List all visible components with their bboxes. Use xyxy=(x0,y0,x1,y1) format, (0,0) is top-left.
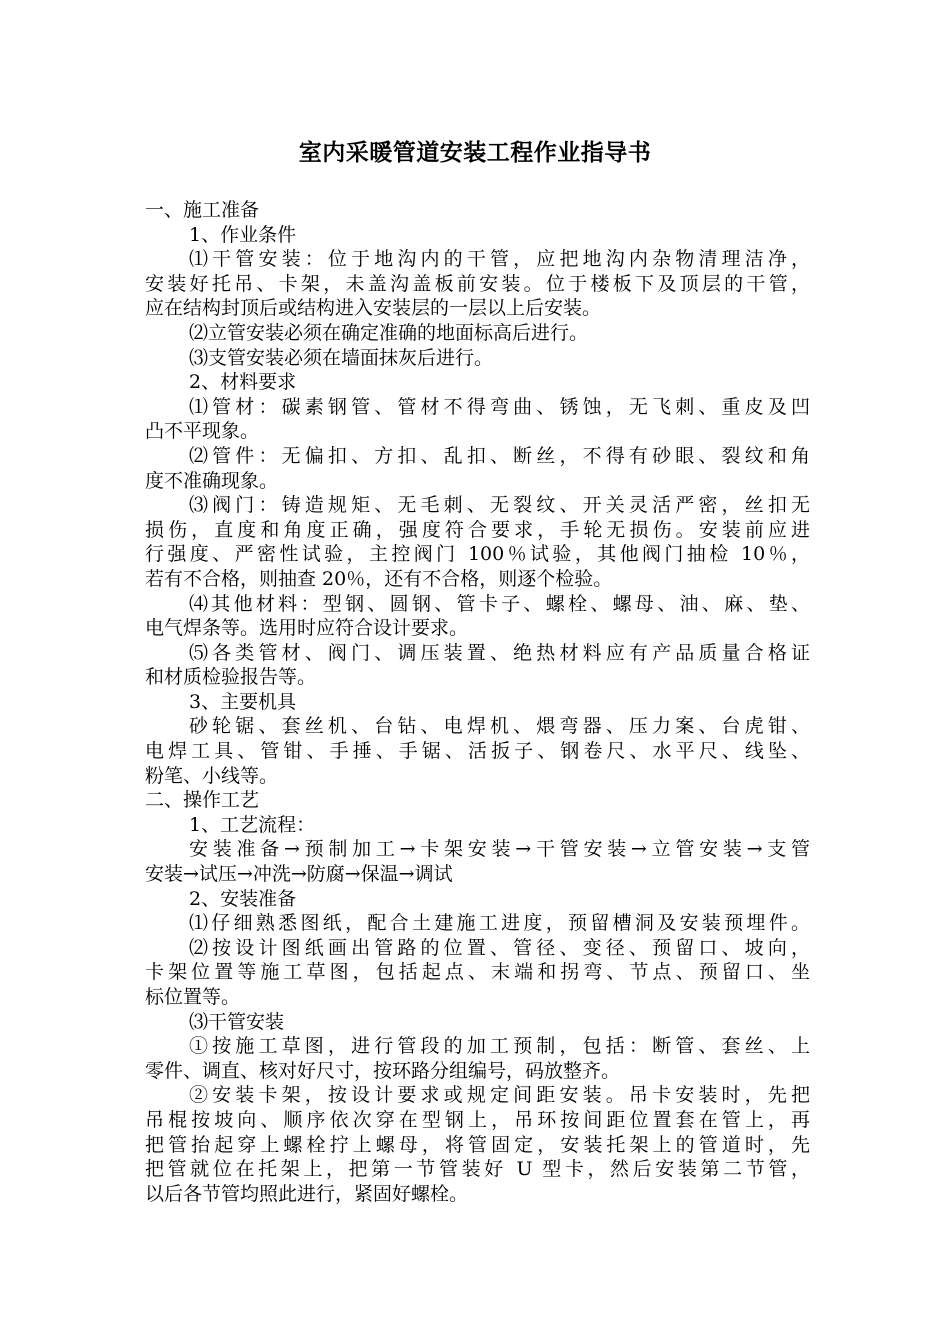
text-line: ⑷其他材料：型钢、圆钢、管卡子、螺栓、螺母、油、麻、垫、 xyxy=(189,592,810,615)
text-line: ⑵管件：无偏扣、方扣、乱扣、断丝，不得有砂眼、裂纹和角 xyxy=(189,444,810,467)
text-line: 1、工艺流程： xyxy=(189,813,316,836)
text-line: 标位置等。 xyxy=(145,986,241,1008)
text-line: 若有不合格，则抽查 20％，还有不合格，则逐个检验。 xyxy=(145,567,613,590)
document-body xyxy=(145,198,810,1206)
text-line: ①按施工草图，进行管段的加工预制，包括：断管、套丝、上 xyxy=(189,1035,810,1058)
text-line: ⑴仔细熟悉图纸，配合土建施工进度，预留槽洞及安装预埋件。 xyxy=(189,912,810,935)
text-line: ⑴管材：碳素钢管、管材不得弯曲、锈蚀，无飞刺、重皮及凹 xyxy=(189,395,810,418)
text-line: 电气焊条等。选用时应符合设计要求。 xyxy=(145,617,469,640)
text-line: 3、主要机具 xyxy=(189,690,297,713)
text-line: ⑸各类管材、阀门、调压装置、绝热材料应有产品质量合格证 xyxy=(189,641,810,664)
text-line: 安装→试压→冲洗→防腐→保温→调试 xyxy=(145,863,453,886)
text-line: 把管就位在托架上，把第一节管装好 U 型卡，然后安装第二节管， xyxy=(145,1158,810,1181)
text-line: 二、操作工艺 xyxy=(145,789,260,812)
text-line: 电焊工具、管钳、手捶、手锯、活扳子、钢卷尺、水平尺、线坠、 xyxy=(145,740,810,763)
text-line: 卡架位置等施工草图，包括起点、末端和拐弯、节点、预留口、坐 xyxy=(145,961,810,984)
text-line: 安装准备→预制加工→卡架安装→干管安装→立管安装→支管 xyxy=(189,838,810,861)
text-line: 行强度、严密性试验，主控阀门 100％试验，其他阀门抽检 10％， xyxy=(145,543,810,566)
text-line: ②安装卡架，按设计要求或规定间距安装。吊卡安装时，先把 xyxy=(189,1084,810,1107)
text-line: 损伤，直度和角度正确，强度符合要求，手轮无损伤。安装前应进 xyxy=(145,518,810,541)
text-line: 把管抬起穿上螺栓拧上螺母，将管固定，安装托架上的管道时，先 xyxy=(145,1133,810,1156)
text-line: ⑶支管安装必须在墙面抹灰后进行。 xyxy=(189,346,494,369)
text-line: ⑵按设计图纸画出管路的位置、管径、变径、预留口、坡向， xyxy=(189,936,810,959)
text-line: ⑴干管安装：位于地沟内的干管，应把地沟内杂物清理洁净， xyxy=(189,248,810,271)
text-line: 1、作业条件 xyxy=(189,223,297,246)
text-line: 以后各节管均照此进行，紧固好螺栓。 xyxy=(145,1182,469,1205)
text-line: 砂轮锯、套丝机、台钻、电焊机、煨弯器、压力案、台虎钳、 xyxy=(189,715,810,738)
text-line: ⑶干管安装 xyxy=(189,1010,285,1033)
text-line: 一、施工准备 xyxy=(145,199,260,221)
text-line: ⑵立管安装必须在确定准确的地面标高后进行。 xyxy=(189,321,589,344)
text-line: 安装好托吊、卡架，未盖沟盖板前安装。位于楼板下及顶层的干管， xyxy=(145,272,810,295)
text-line: 2、材料要求 xyxy=(189,371,297,394)
text-line: 2、安装准备 xyxy=(189,887,297,910)
text-line: 和材质检验报告等。 xyxy=(145,666,317,689)
document-title: 室内采暖管道安装工程作业指导书 xyxy=(298,140,652,166)
text-line: 凸不平现象。 xyxy=(145,420,260,443)
text-line: ⑶阀门：铸造规矩、无毛刺、无裂纹、开关灵活严密，丝扣无 xyxy=(189,494,810,517)
text-line: 吊棍按坡向、顺序依次穿在型钢上，吊环按间距位置套在管上，再 xyxy=(145,1108,810,1131)
text-line: 度不准确现象。 xyxy=(145,469,279,492)
text-line: 粉笔、小线等。 xyxy=(145,764,279,787)
text-line: 零件、调直、核对好尺寸，按环路分组编号，码放整齐。 xyxy=(145,1059,621,1082)
text-line: 应在结构封顶后或结构进入安装层的一层以上后安装。 xyxy=(145,297,602,320)
